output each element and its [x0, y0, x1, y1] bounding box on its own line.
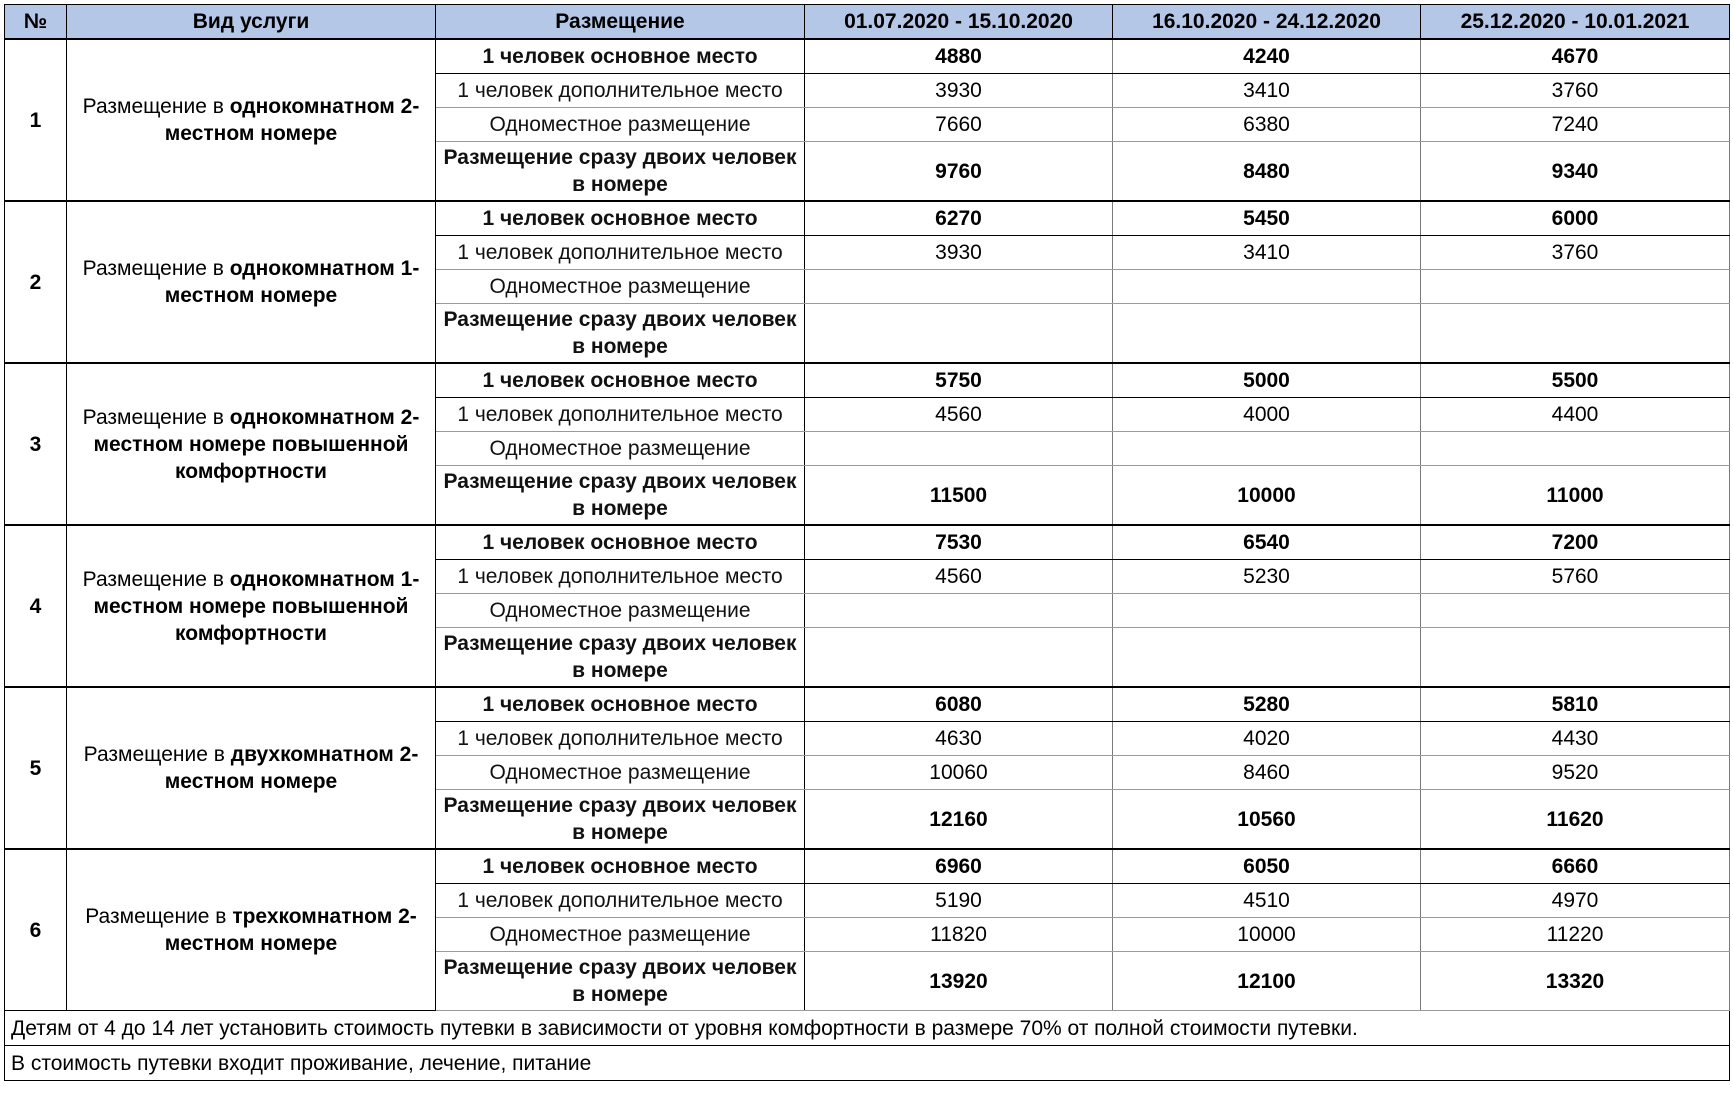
price-period-2 — [1113, 304, 1421, 364]
price-period-3: 3760 — [1421, 236, 1730, 270]
service-type — [67, 363, 436, 525]
placement-type: 1 человек дополнительное место — [436, 560, 805, 594]
header-period-2: 16.10.2020 - 24.12.2020 — [1113, 5, 1421, 40]
placement-type: 1 человек основное место — [436, 525, 805, 560]
price-period-1 — [805, 304, 1113, 364]
price-period-1 — [805, 270, 1113, 304]
table-row — [5, 525, 1730, 560]
price-period-1: 9760 — [805, 142, 1113, 202]
placement-type: Размещение сразу двоих человек в номере — [436, 628, 805, 688]
price-period-2 — [1113, 432, 1421, 466]
row-number: 5 — [5, 687, 67, 849]
price-period-1: 4630 — [805, 722, 1113, 756]
price-period-3: 11000 — [1421, 466, 1730, 526]
service-type — [67, 39, 436, 201]
service-prefix: Размещение в — [83, 743, 231, 766]
price-period-2: 10560 — [1113, 790, 1421, 850]
service-room-type: однокомнатном 1-местном номере повышенной комфортности — [93, 567, 420, 645]
service-prefix: Размещение в — [82, 95, 230, 118]
service-prefix: Размещение в — [82, 567, 230, 591]
placement-type: Размещение сразу двоих человек в номере — [436, 466, 805, 526]
price-period-1 — [805, 594, 1113, 628]
price-period-3: 3760 — [1421, 74, 1730, 108]
header-number: № — [5, 5, 67, 40]
price-period-2: 3410 — [1113, 236, 1421, 270]
price-period-2 — [1113, 270, 1421, 304]
price-period-1: 11820 — [805, 918, 1113, 952]
row-number: 1 — [5, 39, 67, 201]
placement-type: 1 человек дополнительное место — [436, 398, 805, 432]
service-type — [67, 687, 436, 849]
placement-type: Одноместное размещение — [436, 756, 805, 790]
price-period-1: 7660 — [805, 108, 1113, 142]
price-period-1: 5190 — [805, 884, 1113, 918]
price-period-2: 6540 — [1113, 525, 1421, 560]
price-period-2: 5000 — [1113, 363, 1421, 398]
price-period-2: 10000 — [1113, 918, 1421, 952]
header-period-3: 25.12.2020 - 10.01.2021 — [1421, 5, 1730, 40]
price-period-1: 3930 — [805, 236, 1113, 270]
note-row — [5, 1046, 1730, 1081]
price-period-3: 11620 — [1421, 790, 1730, 850]
price-period-3 — [1421, 432, 1730, 466]
price-period-3: 9520 — [1421, 756, 1730, 790]
note-row — [5, 1011, 1730, 1046]
price-table — [4, 4, 1730, 1081]
price-period-2 — [1113, 594, 1421, 628]
price-period-2 — [1113, 628, 1421, 688]
placement-type: 1 человек основное место — [436, 849, 805, 884]
placement-type: Одноместное размещение — [436, 270, 805, 304]
price-period-1: 3930 — [805, 74, 1113, 108]
price-period-1: 10060 — [805, 756, 1113, 790]
note-included-services: В стоимость путевки входит проживание, лечение, питание — [5, 1046, 1730, 1081]
price-period-1: 6960 — [805, 849, 1113, 884]
price-period-1: 4560 — [805, 560, 1113, 594]
placement-type: 1 человек дополнительное место — [436, 236, 805, 270]
price-period-3: 5810 — [1421, 687, 1730, 722]
table-row — [5, 363, 1730, 398]
placement-type: Одноместное размещение — [436, 918, 805, 952]
header-period-1: 01.07.2020 - 15.10.2020 — [805, 5, 1113, 40]
price-period-3: 5500 — [1421, 363, 1730, 398]
placement-type: Размещение сразу двоих человек в номере — [436, 304, 805, 364]
service-prefix: Размещение в — [82, 257, 230, 280]
price-period-2: 4240 — [1113, 39, 1421, 74]
price-period-3 — [1421, 304, 1730, 364]
price-period-3: 7240 — [1421, 108, 1730, 142]
price-period-3 — [1421, 594, 1730, 628]
price-period-3 — [1421, 628, 1730, 688]
price-period-2: 5450 — [1113, 201, 1421, 236]
service-type — [67, 201, 436, 363]
price-period-3: 13320 — [1421, 952, 1730, 1011]
price-period-1: 6270 — [805, 201, 1113, 236]
price-period-1: 13920 — [805, 952, 1113, 1011]
price-period-3: 5760 — [1421, 560, 1730, 594]
placement-type: Размещение сразу двоих человек в номере — [436, 142, 805, 202]
table-row — [5, 849, 1730, 884]
service-room-type: двухкомнатном 2-местном номере — [164, 743, 419, 793]
service-type — [67, 849, 436, 1011]
price-period-2: 5230 — [1113, 560, 1421, 594]
placement-type: Размещение сразу двоих человек в номере — [436, 952, 805, 1011]
service-room-type: однокомнатном 1-местном номере — [164, 257, 420, 307]
price-period-3: 4670 — [1421, 39, 1730, 74]
note-children-discount: Детям от 4 до 14 лет установить стоимость путевки в зависимости от уровня комфортности в размере 70% от полной стоимости путевки. — [5, 1011, 1730, 1046]
placement-type: 1 человек основное место — [436, 201, 805, 236]
price-period-1: 12160 — [805, 790, 1113, 850]
service-room-type: трехкомнатном 2-местном номере — [164, 905, 417, 955]
price-period-2: 8480 — [1113, 142, 1421, 202]
price-period-1 — [805, 432, 1113, 466]
price-period-1: 5750 — [805, 363, 1113, 398]
row-number: 6 — [5, 849, 67, 1011]
placement-type: 1 человек дополнительное место — [436, 722, 805, 756]
placement-type: Одноместное размещение — [436, 594, 805, 628]
table-row — [5, 201, 1730, 236]
row-number: 3 — [5, 363, 67, 525]
placement-type: Одноместное размещение — [436, 108, 805, 142]
placement-type: Одноместное размещение — [436, 432, 805, 466]
table-row — [5, 39, 1730, 74]
table-body — [5, 39, 1730, 1011]
price-period-3 — [1421, 270, 1730, 304]
service-prefix: Размещение в — [85, 905, 233, 928]
placement-type: 1 человек основное место — [436, 687, 805, 722]
price-period-2: 4510 — [1113, 884, 1421, 918]
price-period-2: 4000 — [1113, 398, 1421, 432]
price-period-3: 4430 — [1421, 722, 1730, 756]
price-period-1: 4560 — [805, 398, 1113, 432]
table-row — [5, 687, 1730, 722]
price-period-3: 6660 — [1421, 849, 1730, 884]
price-period-3: 4400 — [1421, 398, 1730, 432]
header-placement: Размещение — [436, 5, 805, 40]
placement-type: 1 человек основное место — [436, 39, 805, 74]
price-period-1 — [805, 628, 1113, 688]
service-room-type: однокомнатном 2-местном номере повышенной комфортности — [93, 405, 420, 483]
price-period-3: 6000 — [1421, 201, 1730, 236]
price-period-2: 5280 — [1113, 687, 1421, 722]
price-period-2: 6050 — [1113, 849, 1421, 884]
placement-type: Размещение сразу двоих человек в номере — [436, 790, 805, 850]
placement-type: 1 человек основное место — [436, 363, 805, 398]
price-period-1: 7530 — [805, 525, 1113, 560]
price-period-3: 11220 — [1421, 918, 1730, 952]
placement-type: 1 человек дополнительное место — [436, 74, 805, 108]
row-number: 2 — [5, 201, 67, 363]
price-table-sheet — [4, 4, 1730, 1081]
header-row — [5, 5, 1730, 40]
price-period-1: 4880 — [805, 39, 1113, 74]
header-service-type: Вид услуги — [67, 5, 436, 40]
service-type — [67, 525, 436, 687]
row-number: 4 — [5, 525, 67, 687]
placement-type: 1 человек дополнительное место — [436, 884, 805, 918]
service-room-type: однокомнатном 2-местном номере — [164, 95, 420, 145]
price-period-2: 3410 — [1113, 74, 1421, 108]
price-period-2: 10000 — [1113, 466, 1421, 526]
price-period-2: 8460 — [1113, 756, 1421, 790]
price-period-2: 4020 — [1113, 722, 1421, 756]
price-period-3: 4970 — [1421, 884, 1730, 918]
price-period-1: 11500 — [805, 466, 1113, 526]
price-period-2: 6380 — [1113, 108, 1421, 142]
price-period-3: 9340 — [1421, 142, 1730, 202]
price-period-1: 6080 — [805, 687, 1113, 722]
price-period-2: 12100 — [1113, 952, 1421, 1011]
service-prefix: Размещение в — [82, 405, 230, 429]
price-period-3: 7200 — [1421, 525, 1730, 560]
